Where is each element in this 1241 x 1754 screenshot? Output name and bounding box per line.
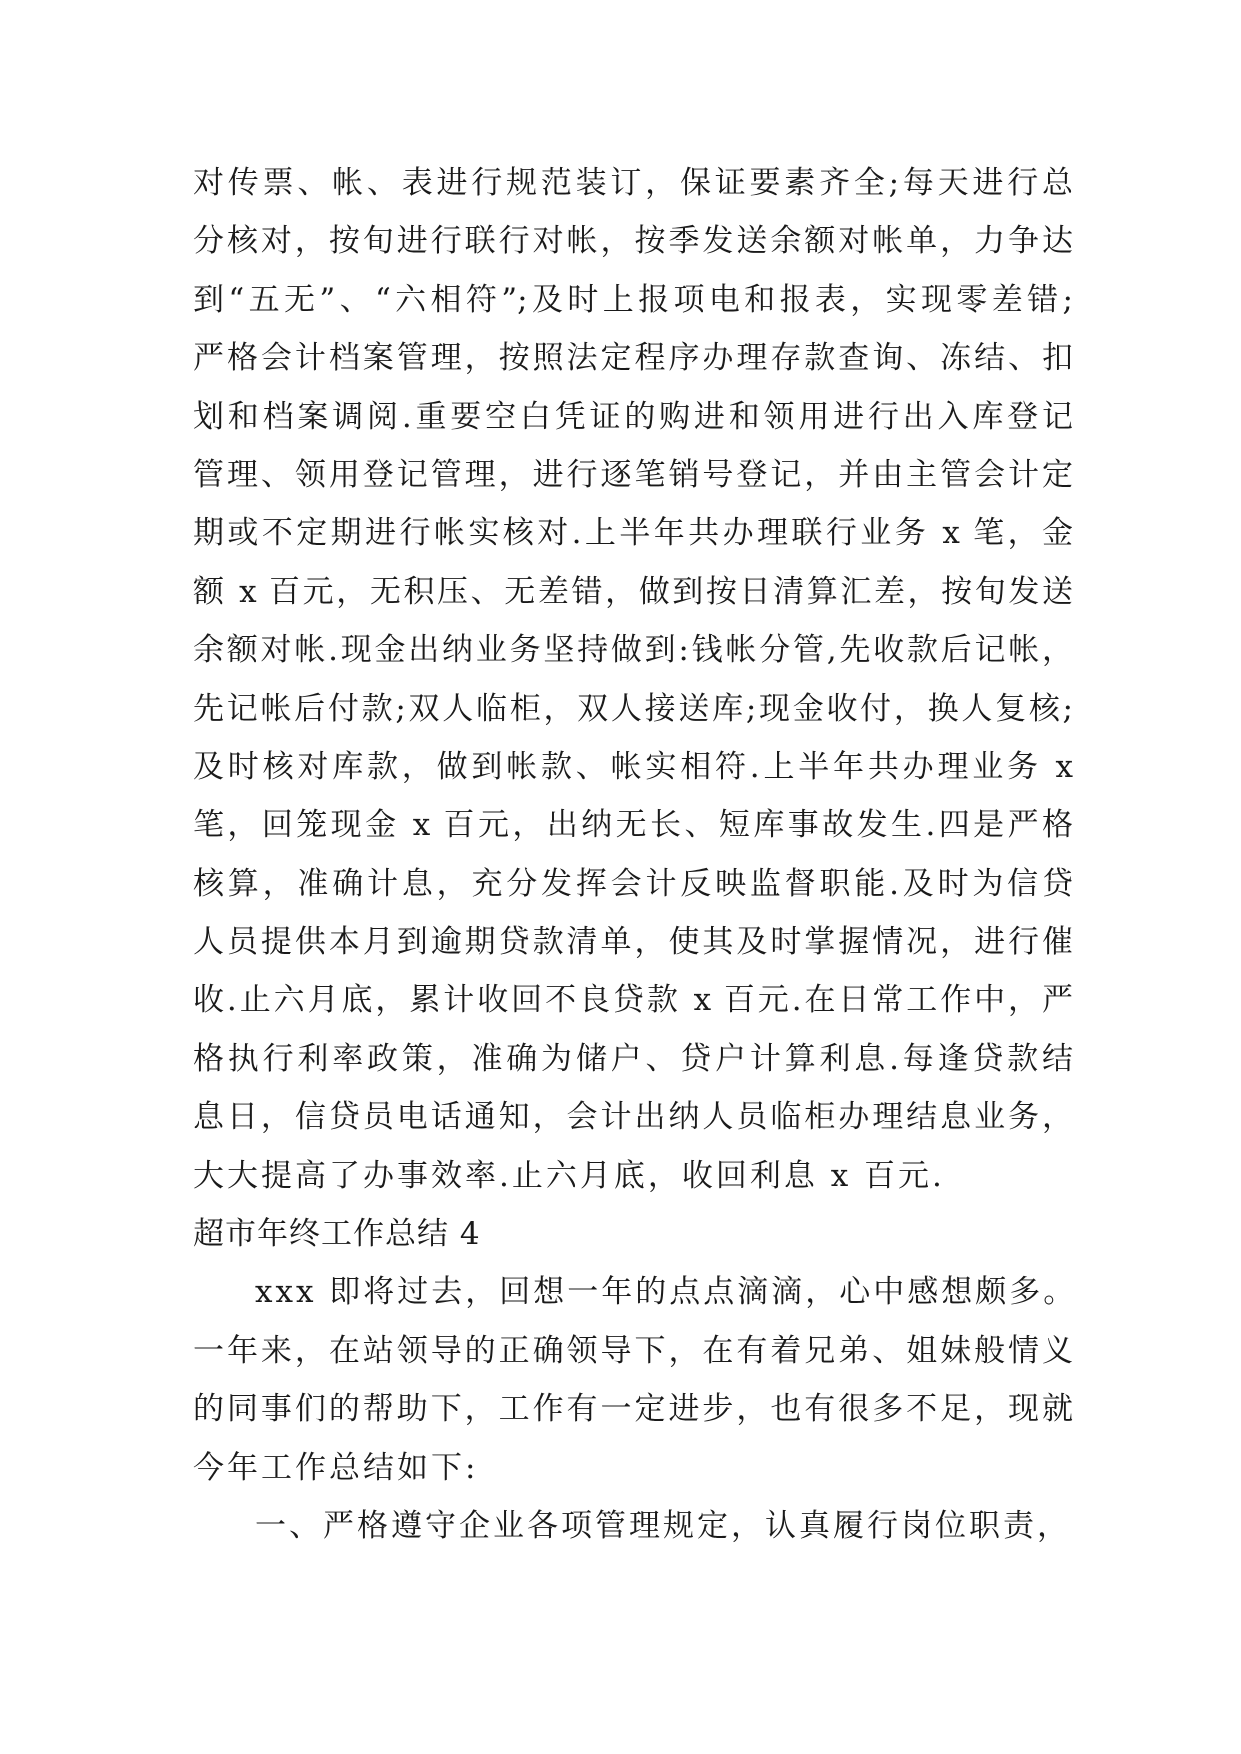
paragraph-first-line: 一、严格遵守企业各项管理规定，认真履行岗位职责， (255, 1507, 1071, 1544)
text-line: 划和档案调阅.重要空白凭证的购进和领用进行出入库登记 (193, 398, 1073, 435)
text-line: 额 x 百元，无积压、无差错，做到按日清算汇差，按旬发送 (193, 573, 1073, 610)
text-line: 的同事们的帮助下，工作有一定进步，也有很多不足，现就 (193, 1391, 1073, 1428)
text-line: 严格会计档案管理，按照法定程序办理存款查询、冻结、扣 (193, 340, 1073, 377)
text-line: 到“五无”、“六相符”;及时上报项电和报表，实现零差错; (193, 281, 1073, 318)
text-line: 先记帐后付款;双人临柜，双人接送库;现金收付，换人复核; (193, 690, 1073, 727)
text-line: 今年工作总结如下: (193, 1449, 479, 1486)
text-line: 收.止六月底，累计收回不良贷款 x 百元.在日常工作中，严 (193, 982, 1073, 1019)
text-line: 一年来，在站领导的正确领导下，在有着兄弟、姐妹般情义 (193, 1332, 1073, 1369)
text-line: 格执行利率政策，准确为储户、贷户计算利息.每逢贷款结 (193, 1040, 1073, 1077)
text-line: 余额对帐.现金出纳业务坚持做到:钱帐分管,先收款后记帐， (193, 632, 1073, 669)
text-line: 息日，信贷员电话通知，会计出纳人员临柜办理结息业务， (193, 1099, 1073, 1136)
text-line: 期或不定期进行帐实核对.上半年共办理联行业务 x 笔，金 (193, 515, 1073, 552)
text-line: 管理、领用登记管理，进行逐笔销号登记，并由主管会计定 (193, 456, 1073, 493)
text-line: 人员提供本月到逾期贷款清单，使其及时掌握情况，进行催 (193, 924, 1073, 961)
text-line: 大大提高了办事效率.止六月底，收回利息 x 百元. (193, 1157, 945, 1194)
text-line: 分核对，按旬进行联行对帐，按季发送余额对帐单，力争达 (193, 223, 1073, 260)
paragraph-first-line: xxx 即将过去，回想一年的点点滴滴，心中感想颇多。 (255, 1274, 1078, 1311)
section-heading: 超市年终工作总结 4 (193, 1216, 481, 1253)
text-line: 及时核对库款，做到帐款、帐实相符.上半年共办理业务 x (193, 748, 1073, 785)
document-page (193, 154, 1078, 1555)
text-line: 对传票、帐、表进行规范装订，保证要素齐全;每天进行总 (193, 165, 1073, 201)
text-line: 笔，回笼现金 x 百元，出纳无长、短库事故发生.四是严格 (193, 807, 1073, 844)
text-line: 核算，准确计息，充分发挥会计反映监督职能.及时为信贷 (193, 865, 1073, 902)
